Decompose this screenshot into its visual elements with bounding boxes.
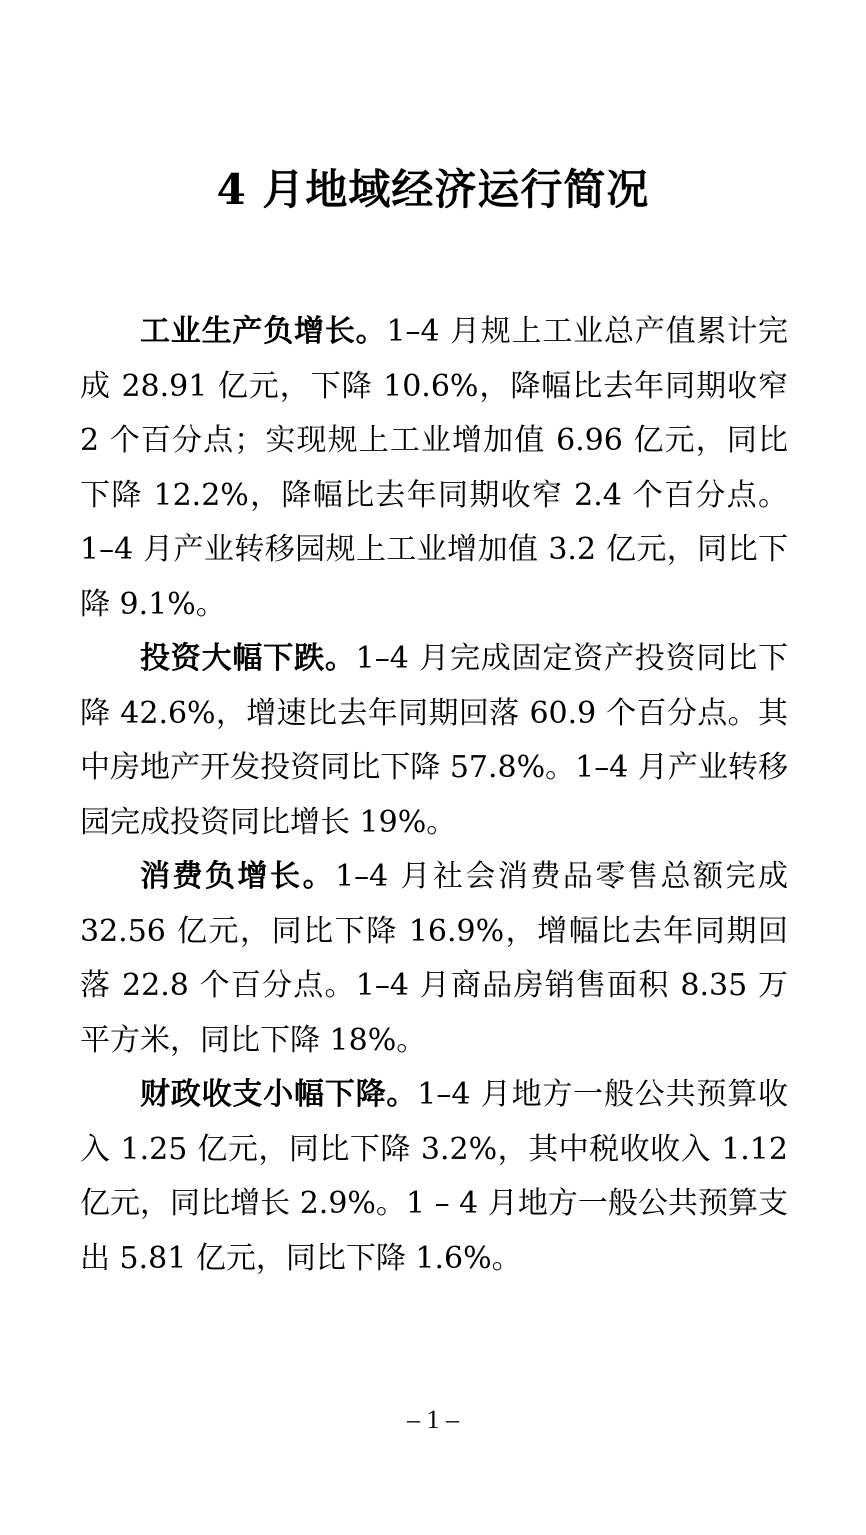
paragraph-investment [80,632,788,850]
paragraph-text: 1–4 月规上工业总产值累计完成 28.91 亿元，下降 10.6%，降幅比去年同期收窄 2 个百分点；实现规上工业增加值 6.96 亿元，同比下降 12.2%，降幅比去年同期收窄 2.4 个百分点。1–4 月产业转移园规上工业增加值 3.2 亿元，同比下降 9.1%。 [80,314,788,622]
page-number: – 1 – [407,1405,459,1434]
paragraph-lead: 工业生产负增长。 [140,314,387,349]
paragraph-consumption [80,850,788,1068]
document-title: 4 月地域经济运行简况 [216,165,650,214]
paragraph-lead: 财政收支小幅下降。 [140,1077,418,1112]
paragraph-industry [80,305,788,632]
paragraph-text: 1–4 月地方一般公共预算收入 1.25 亿元，同比下降 3.2%，其中税收收入 1.12 亿元，同比增长 2.9%。1 – 4 月地方一般公共预算支出 5.81 亿元，同比下降 1.6%。 [80,1077,789,1276]
paragraph-text: 1–4 月社会消费品零售总额完成 32.56 亿元，同比下降 16.9%，增幅比去年同期回落 22.8 个百分点。1–4 月商品房销售面积 8.35 万平方米，同比下降 18%。 [80,859,788,1058]
paragraph-lead: 投资大幅下跌。 [140,641,356,676]
document-body [80,305,788,1286]
paragraph-text: 1–4 月完成固定资产投资同比下降 42.6%，增速比去年同期回落 60.9 个百分点。其中房地产开发投资同比下降 57.8%。1–4 月产业转移园完成投资同比增长 19%。 [80,641,789,840]
paragraph-lead: 消费负增长。 [140,859,336,894]
paragraph-finance [80,1068,788,1286]
